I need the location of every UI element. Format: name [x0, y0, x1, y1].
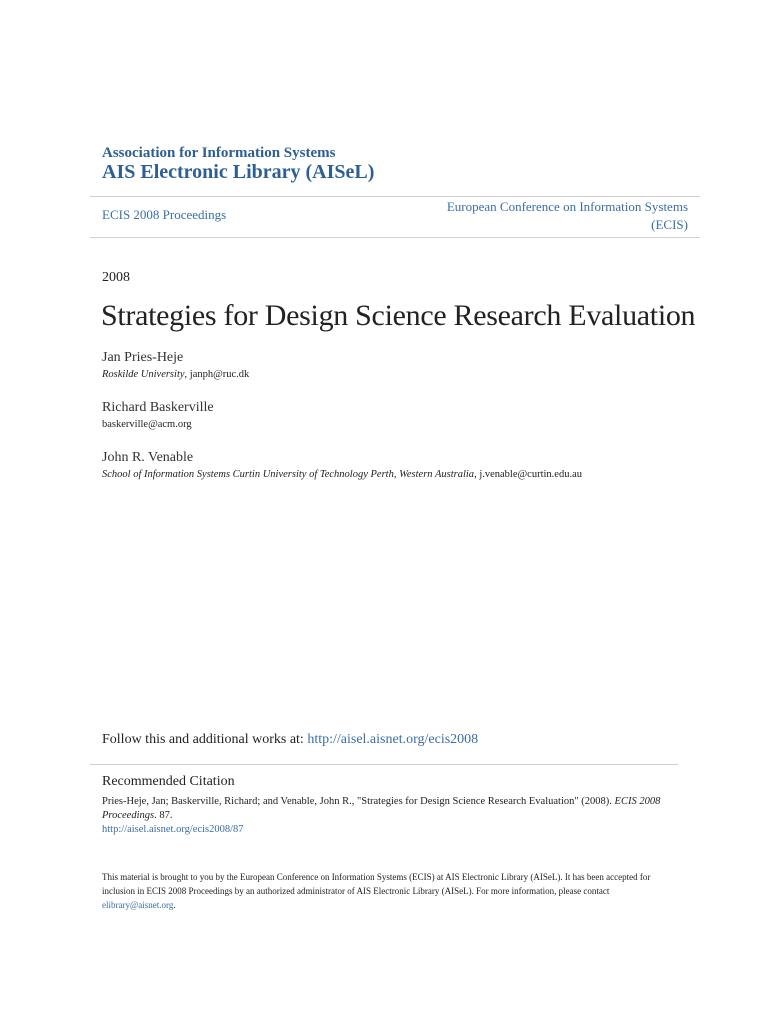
divider-citation — [90, 764, 678, 765]
follow-text: Follow this and additional works at: — [102, 732, 308, 747]
citation-page: . 87. — [154, 810, 173, 821]
conference-line-2[interactable]: (ECIS) — [651, 217, 688, 232]
author-affiliation — [102, 418, 214, 432]
footer-text: This material is brought to you by the European Conference on Information Systems (ECIS) at AIS Electronic Library (AISeL). It has been accepted for inclusion in ECIS 2008 Proceedings by an authorized administrator of AIS Electronic Library (AISeL). For more information, please contact — [102, 872, 651, 896]
divider-top — [90, 196, 700, 197]
collection-link[interactable]: ECIS 2008 Proceedings — [102, 207, 227, 222]
contact-email-link[interactable]: elibrary@aisnet.org — [102, 900, 174, 910]
citation-body — [102, 795, 672, 837]
author-name: John R. Venable — [102, 450, 194, 465]
conference-link[interactable] — [388, 198, 688, 234]
author-name: Jan Pries-Heje — [102, 350, 184, 365]
footer-notice — [102, 870, 672, 912]
library-name[interactable]: AIS Electronic Library (AISeL) — [102, 161, 375, 183]
divider-bottom — [90, 237, 700, 238]
author-affiliation — [102, 368, 249, 382]
author-email: , j.venable@curtin.edu.au — [474, 469, 582, 480]
citation-link[interactable]: http://aisel.aisnet.org/ecis2008/87 — [102, 824, 244, 835]
author-email: , janph@ruc.dk — [184, 369, 250, 380]
follow-link[interactable]: http://aisel.aisnet.org/ecis2008 — [307, 732, 479, 747]
citation-text: Pries-Heje, Jan; Baskerville, Richard; and Venable, John R., "Strategies for Design Science Research Evaluation" (2008). — [102, 796, 615, 807]
author-name: Richard Baskerville — [102, 400, 214, 415]
affiliation-name: Roskilde University — [102, 369, 185, 380]
author-block — [102, 449, 582, 482]
author-affiliation — [102, 468, 582, 482]
footer-end: . — [173, 900, 176, 910]
author-block — [102, 349, 249, 382]
affiliation-name: School of Information Systems Curtin University of Technology Perth, Western Australia — [102, 469, 475, 480]
organization-name: Association for Information Systems — [102, 145, 336, 161]
citation-heading: Recommended Citation — [102, 774, 235, 789]
paper-title: Strategies for Design Science Research Evaluation — [101, 299, 696, 332]
author-email: baskerville@acm.org — [102, 419, 192, 430]
conference-line-1[interactable]: European Conference on Information Systems — [446, 199, 688, 214]
citation-journal: ECIS 2008 Proceedings — [102, 796, 661, 821]
publication-year: 2008 — [102, 270, 130, 285]
author-block — [102, 399, 214, 432]
follow-line — [102, 732, 478, 748]
